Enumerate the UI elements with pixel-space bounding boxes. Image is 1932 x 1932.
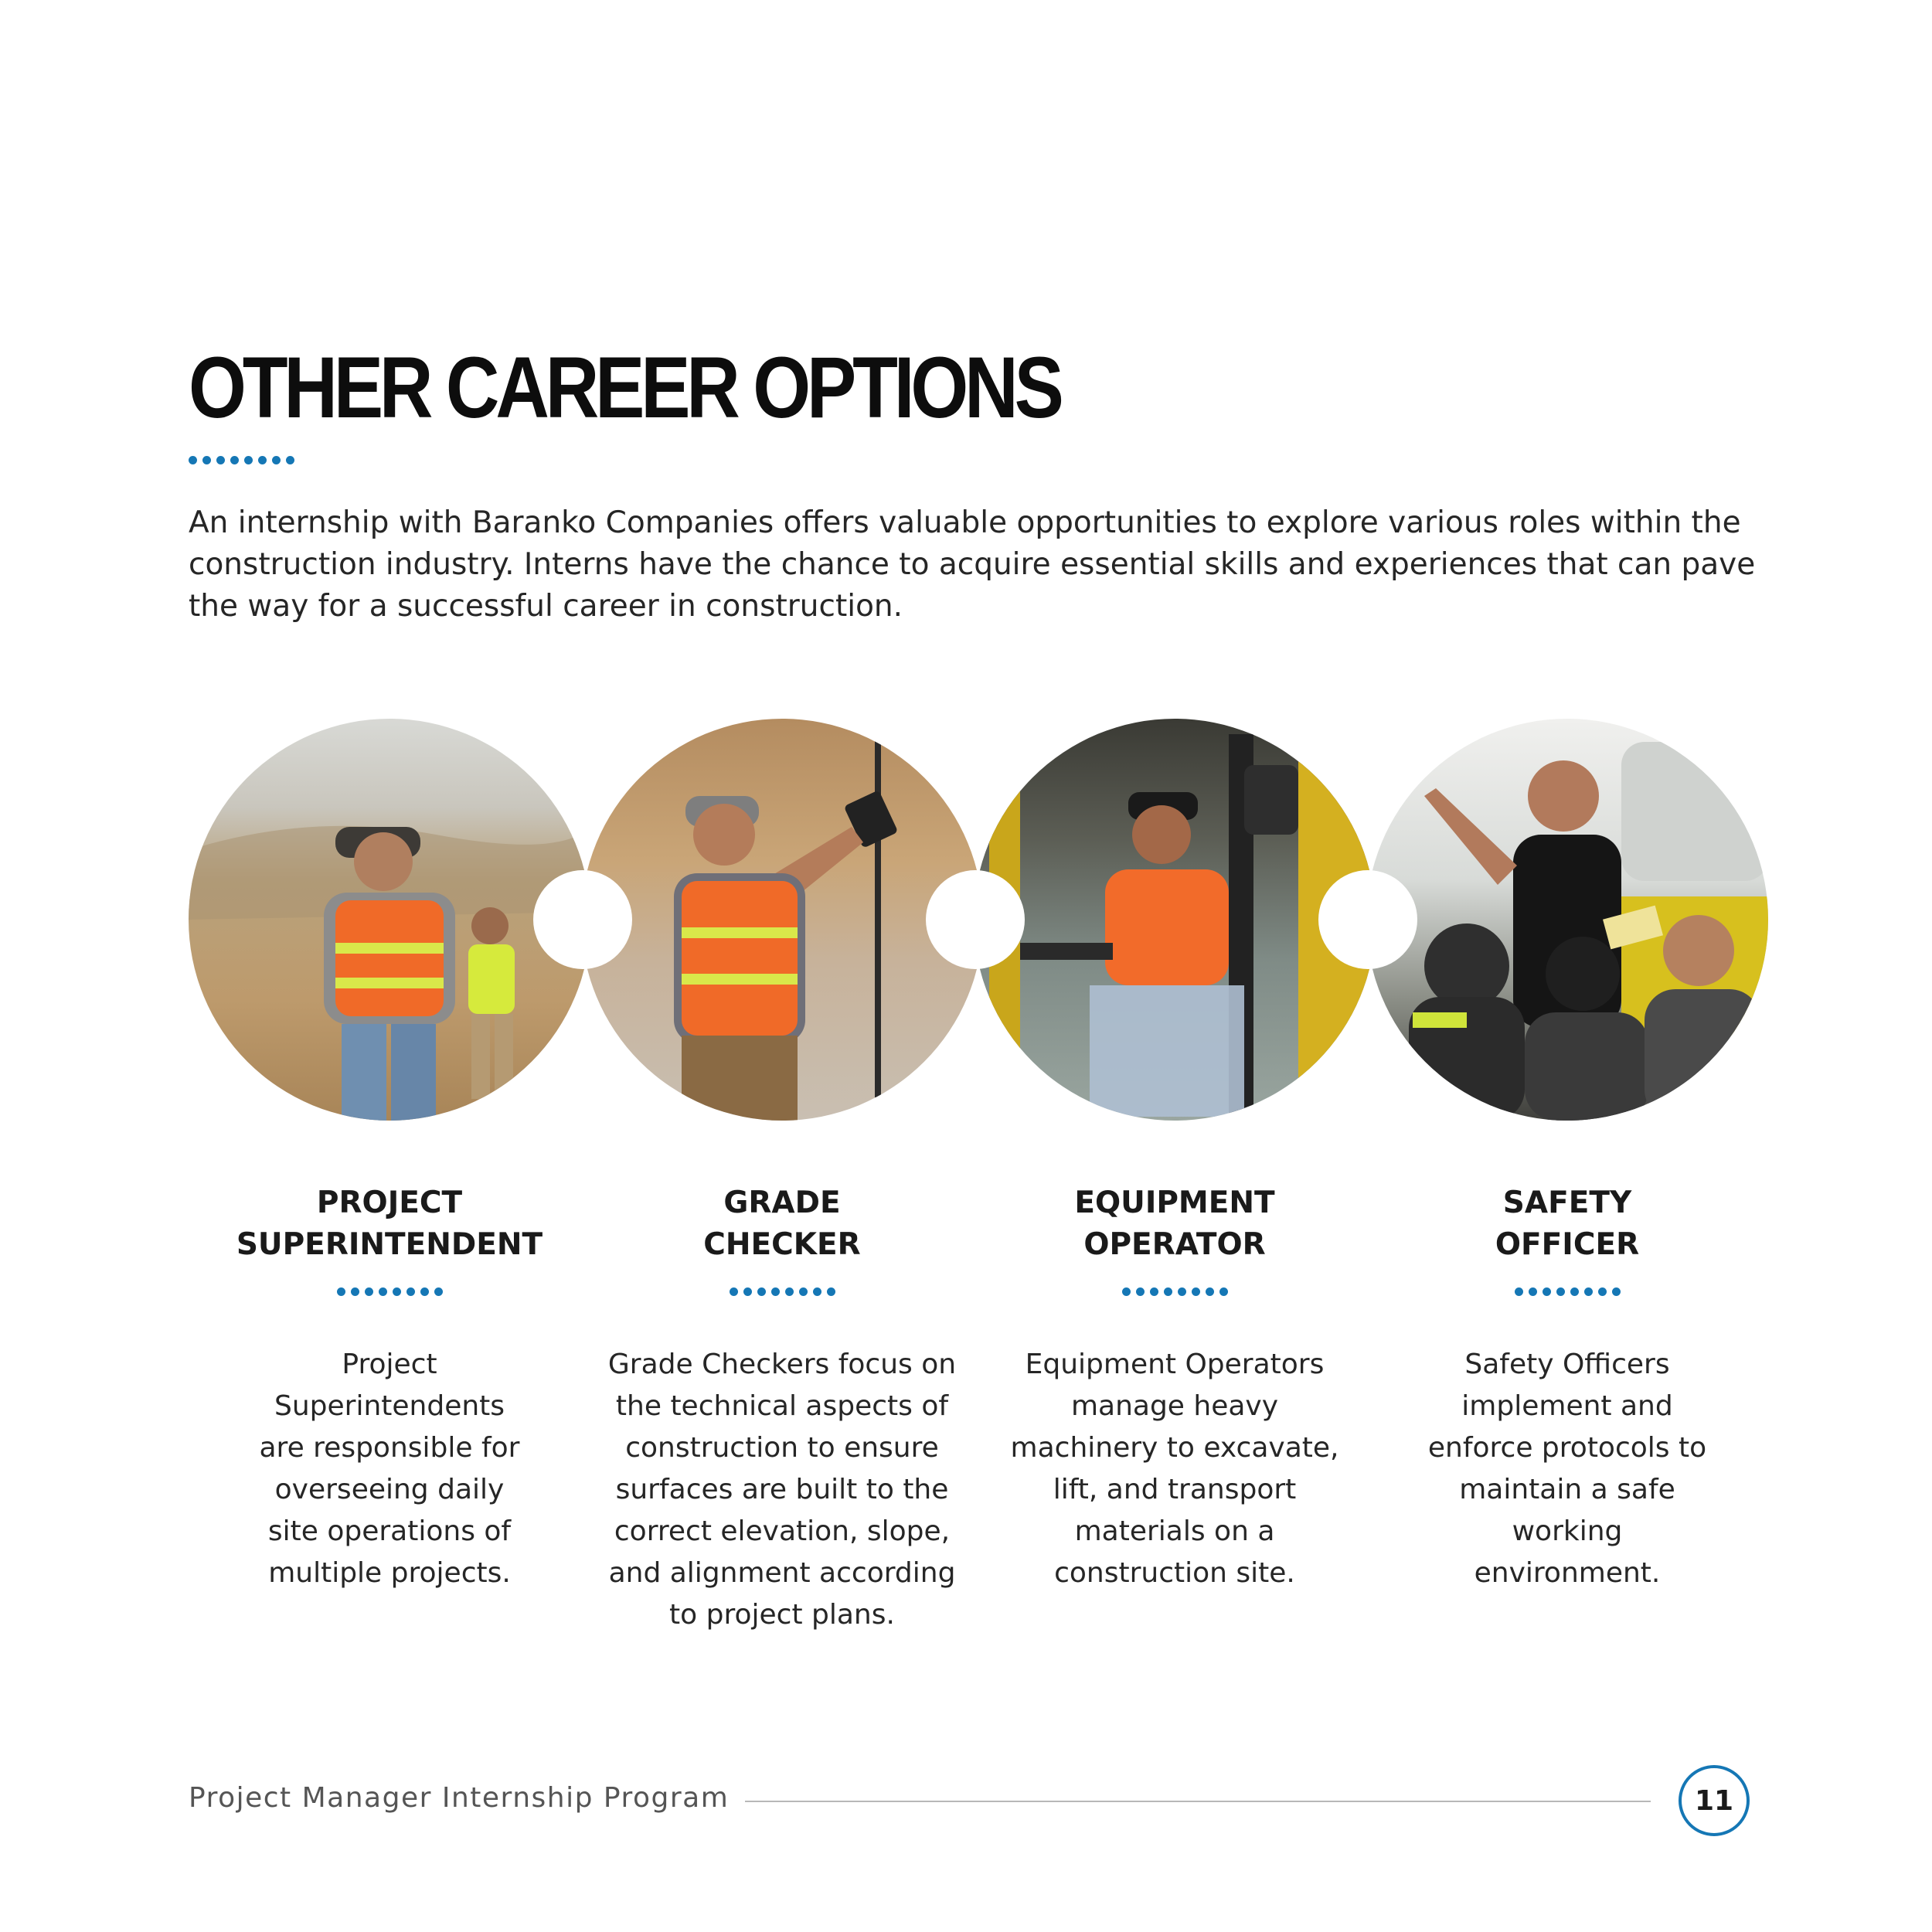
photo-connector — [533, 870, 632, 969]
role-description: Grade Checkers focus on the technical aspects of construction to ensure surfaces are built to the correct elevation, slope, and alignment according to project plans. — [607, 1349, 957, 1631]
role-safety-officer — [1386, 1182, 1749, 1594]
role-description: Safety Officers implement and enforce protocols to maintain a safe working environment. — [1427, 1349, 1707, 1589]
role-underline-dots — [600, 1287, 964, 1296]
role-equipment-operator — [993, 1182, 1356, 1594]
role-title — [208, 1182, 571, 1266]
role-title — [993, 1182, 1356, 1266]
grade-checker-photo — [581, 719, 983, 1121]
role-title — [1386, 1182, 1749, 1266]
role-title-line1: EQUIPMENT — [1074, 1185, 1275, 1220]
project-superintendent-photo — [189, 719, 590, 1121]
role-underline-dots — [208, 1287, 571, 1296]
footer-divider — [745, 1801, 1651, 1802]
role-underline-dots — [993, 1287, 1356, 1296]
role-title-line2: OFFICER — [1495, 1227, 1640, 1262]
role-description: Equipment Operators manage heavy machinery to excavate, lift, and transport materials on a construction site. — [1010, 1349, 1339, 1589]
page-number-badge: 11 — [1679, 1765, 1750, 1836]
role-title-line1: SAFETY — [1502, 1185, 1632, 1220]
role-title — [600, 1182, 964, 1266]
role-project-superintendent — [208, 1182, 571, 1594]
equipment-operator-photo — [974, 719, 1376, 1121]
intro-paragraph: An internship with Baranko Companies offers valuable opportunities to explore various roles within the construction industry. Interns have the chance to acquire essential skills and experiences that can pave the way for a successful career in construction. — [189, 505, 1756, 624]
role-title-line2: CHECKER — [703, 1227, 861, 1262]
role-title-line2: OPERATOR — [1083, 1227, 1266, 1262]
role-underline-dots — [1386, 1287, 1749, 1296]
safety-officer-photo — [1366, 719, 1768, 1121]
footer-program-name: Project Manager Internship Program — [189, 1782, 730, 1814]
photo-connector — [926, 870, 1025, 969]
role-title-line1: GRADE — [723, 1185, 841, 1220]
role-title-line1: PROJECT — [316, 1185, 463, 1220]
photo-connector — [1318, 870, 1417, 969]
role-description: Project Superintendents are responsible for overseeing daily site operations of multiple projects. — [259, 1349, 520, 1589]
role-title-line2: SUPERINTENDENT — [236, 1227, 543, 1262]
role-grade-checker — [600, 1182, 964, 1636]
page-title: OTHER CAREER OPTIONS — [189, 339, 1060, 436]
